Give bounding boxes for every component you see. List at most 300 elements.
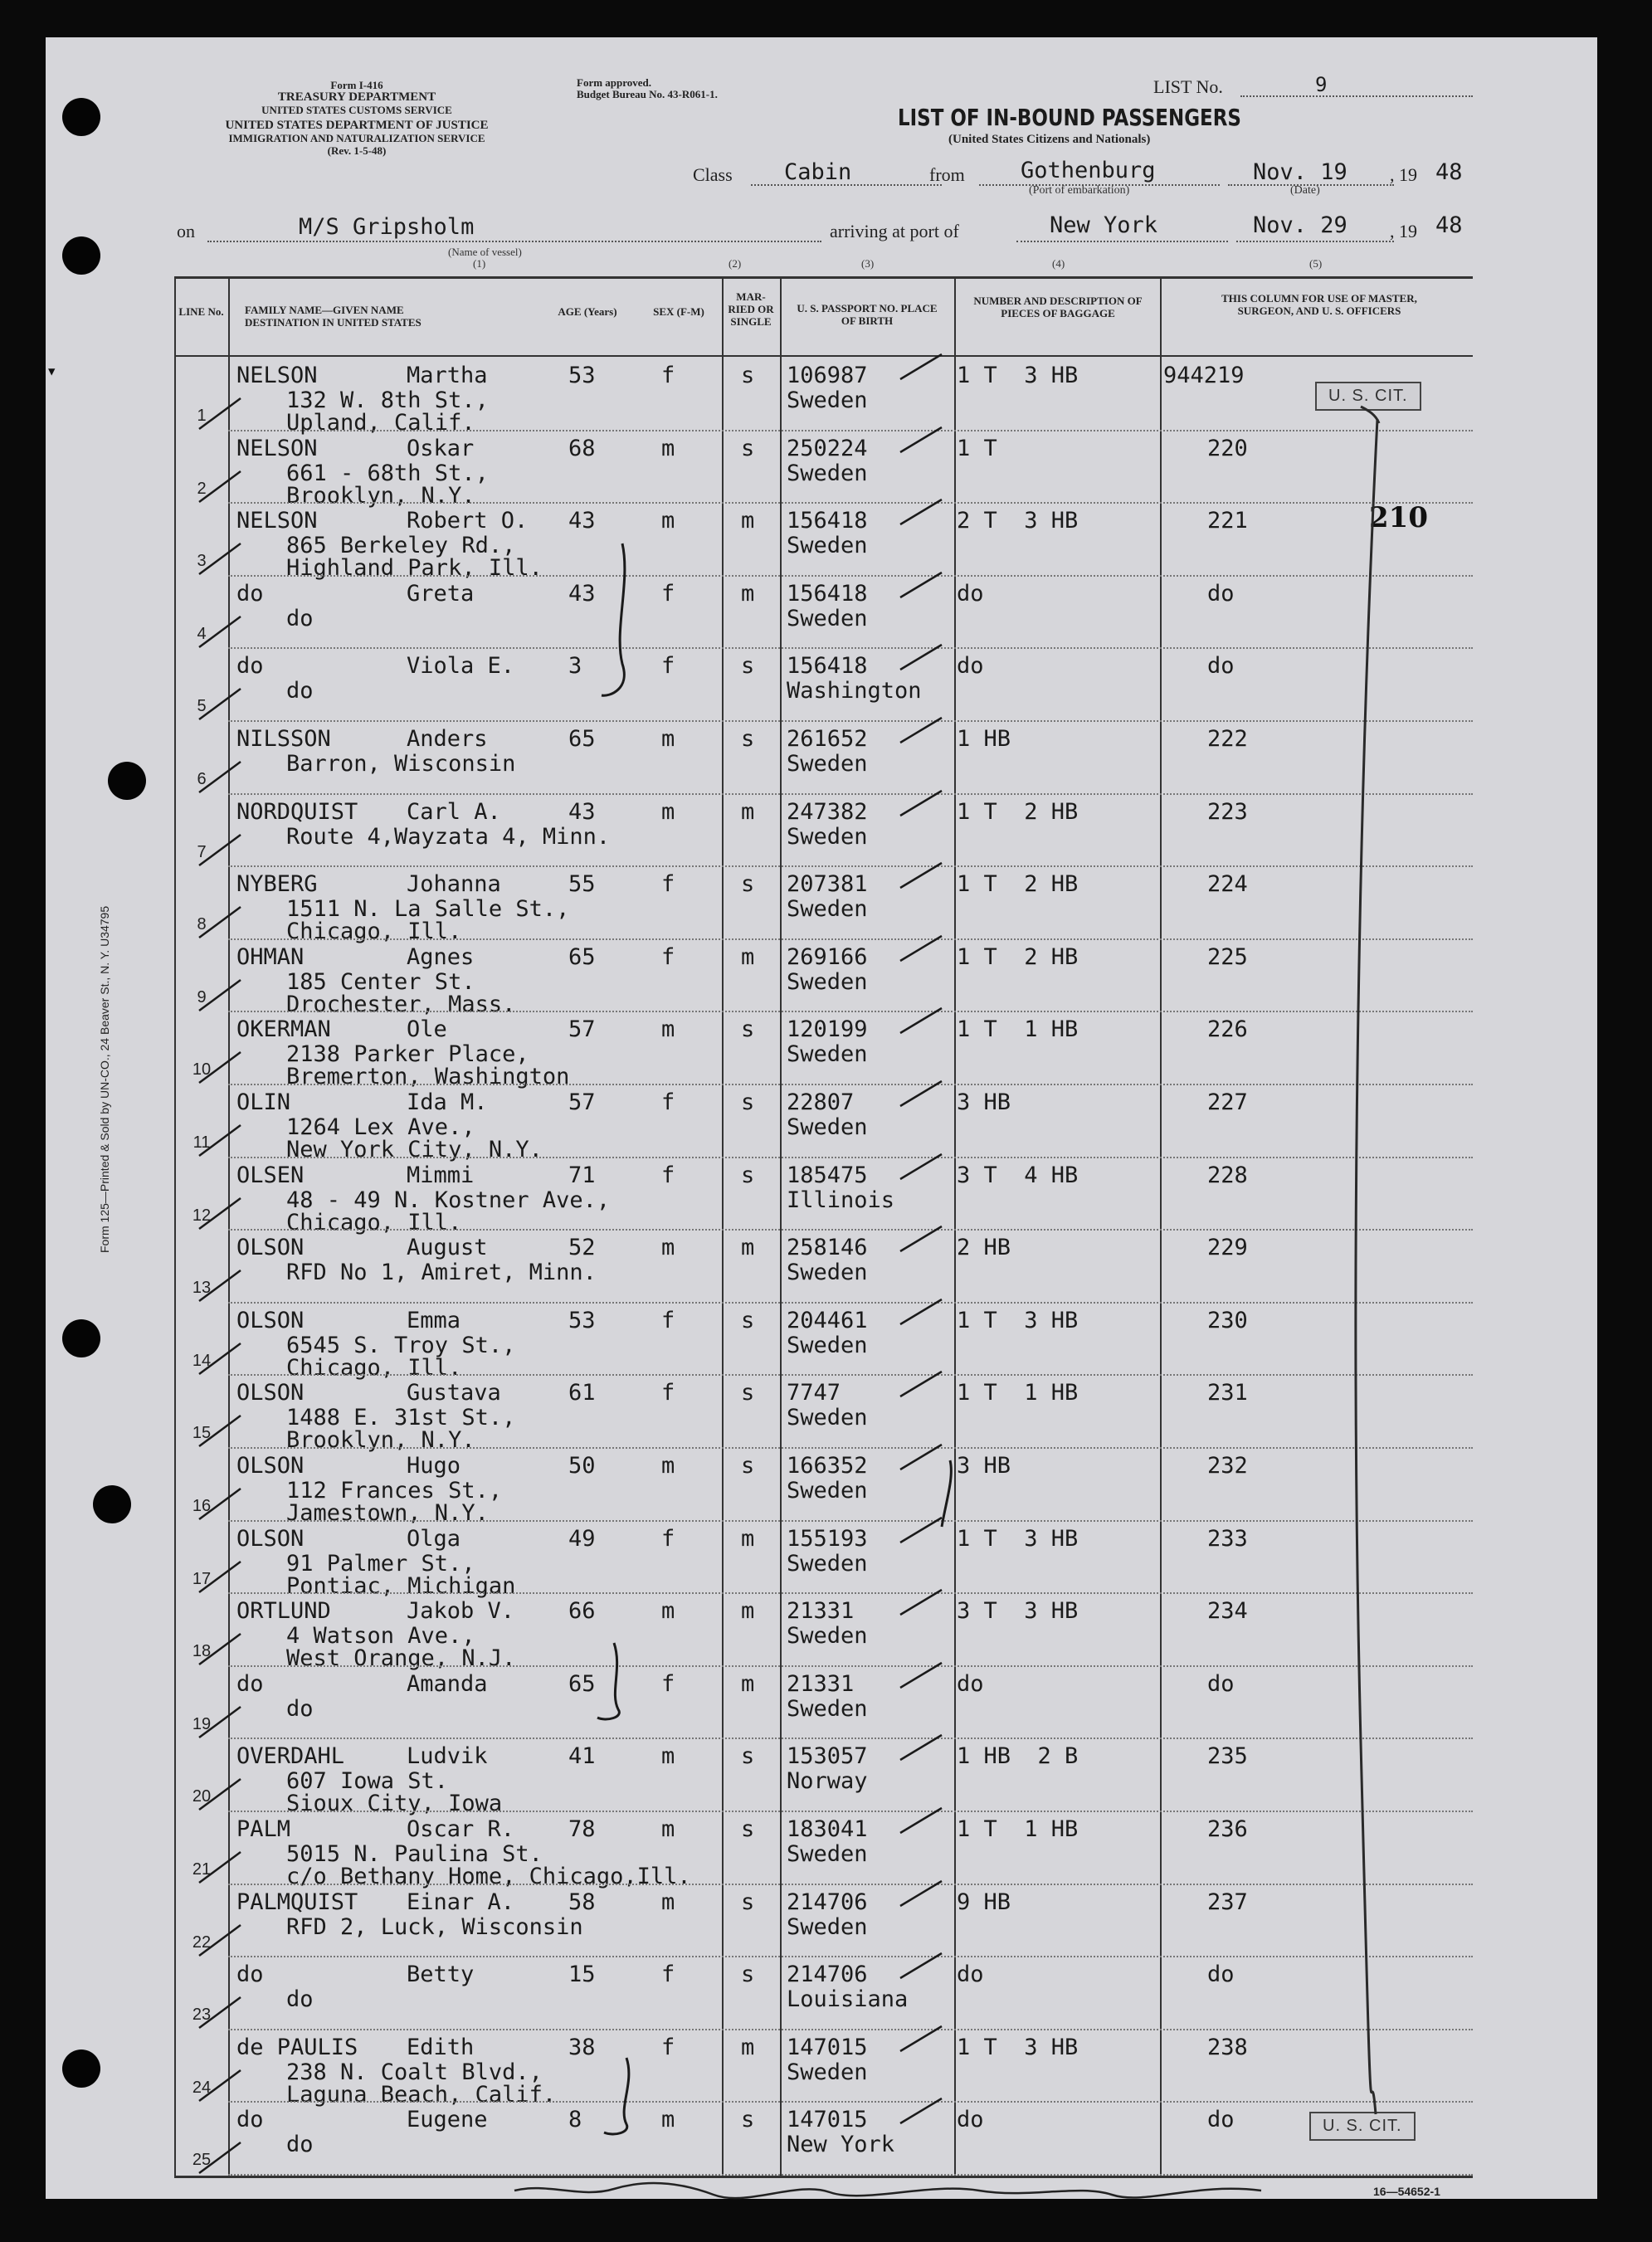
binder-hole (62, 1319, 100, 1357)
row-family-name: do (236, 1670, 264, 1697)
row-family-name: PALMQUIST (236, 1889, 358, 1915)
row-officer-number: 231 (1207, 1380, 1248, 1406)
row-married-single: s (741, 1453, 755, 1479)
row-age: 43 (568, 508, 596, 534)
vessel-line (207, 241, 821, 242)
row-married-single: s (741, 1743, 755, 1770)
check-mark-icon (896, 1659, 946, 1692)
line-tick-icon (195, 2136, 245, 2177)
row-married-single: m (741, 1670, 755, 1697)
row-family-name: de PAULIS (236, 2034, 358, 2060)
embark-year: 48 (1435, 159, 1463, 185)
row-passport-no: 106987 (787, 363, 868, 388)
arrival-port: New York (1050, 212, 1158, 238)
row-line-number: 13 (192, 1279, 212, 1298)
row-given-name: Ida M. (407, 1089, 488, 1115)
row-address-line-1: do (286, 2132, 314, 2158)
check-mark-icon (896, 714, 946, 747)
row-line-number: 24 (192, 2078, 212, 2097)
row-baggage: do (957, 1670, 984, 1697)
row-officer-number: do (1207, 1670, 1235, 1697)
row-address-line-1: 5015 N. Paulina St. (286, 1841, 543, 1867)
row-baggage: 1 T 3 HB (957, 363, 1079, 388)
row-officer-number: 221 (1207, 508, 1248, 534)
row-address-line-1: do (286, 1695, 314, 1722)
row-married-single: s (741, 1816, 755, 1842)
row-married-single: s (741, 363, 755, 388)
row-age: 38 (568, 2034, 596, 2060)
binder-hole (93, 1485, 131, 1523)
row-age: 53 (568, 363, 596, 388)
row-age: 43 (568, 580, 596, 607)
row-passport-no: 21331 (787, 1598, 855, 1625)
row-given-name: Mimmi (407, 1162, 475, 1188)
row-passport-no: 269166 (787, 943, 868, 970)
line-tick-icon (195, 1192, 245, 1233)
row-officer-number: do (1207, 2107, 1235, 2133)
row-given-name: Carl A. (407, 798, 501, 825)
row-age: 61 (568, 1380, 596, 1406)
row-address-line-1: 865 Berkeley Rd., (286, 533, 516, 559)
row-sex: f (661, 1162, 675, 1188)
row-place-of-birth: Sweden (787, 1478, 868, 1504)
row-family-name: OVERDAHL (236, 1743, 345, 1770)
row-family-name: do (236, 2107, 264, 2133)
form-agency-block (170, 79, 543, 157)
row-family-name: OLSEN (236, 1162, 305, 1188)
row-family-name: OLIN (236, 1089, 291, 1115)
row-married-single: s (741, 2107, 755, 2133)
row-address-line-2: Brooklyn, N.Y. (286, 1427, 475, 1454)
page-subtitle: (United States Citizens and Nationals) (948, 133, 1151, 146)
row-married-single: s (741, 1962, 755, 1988)
row-place-of-birth: Louisiana (787, 1986, 909, 2013)
line-tick-icon (195, 1845, 245, 1887)
check-mark-icon (896, 787, 946, 820)
row-sex: m (661, 726, 675, 752)
printer-imprint: Form 125—Printed & Sold by UN-CO., 24 Beaver St., N. Y. U34795 (98, 905, 111, 1253)
check-mark-icon (896, 932, 946, 965)
from-label: from (929, 164, 965, 185)
row-address-line-1: 6545 S. Troy St., (286, 1332, 516, 1358)
row-officer-number: 229 (1207, 1235, 1248, 1261)
check-mark-icon (896, 1222, 946, 1255)
row-sex: f (661, 1089, 675, 1115)
row-address-line-1: 2138 Parker Place, (286, 1041, 529, 1068)
row-sex: f (661, 1962, 675, 1988)
row-married-single: m (741, 580, 755, 607)
line-tick-icon (195, 1772, 245, 1814)
row-given-name: Agnes (407, 943, 475, 970)
row-baggage: do (957, 2107, 984, 2133)
row-given-name: Ole (407, 1016, 447, 1043)
row-given-name: Anders (407, 726, 488, 752)
row-baggage: 1 T 3 HB (957, 2034, 1079, 2060)
row-baggage: 2 HB (957, 1235, 1011, 1261)
agency-justice: UNITED STATES DEPARTMENT OF JUSTICE (225, 119, 489, 132)
row-given-name: Hugo (407, 1453, 461, 1479)
row-address-line-2: c/o Bethany Home, Chicago,Ill. (286, 1864, 691, 1889)
row-address-line-2: Chicago, Ill. (286, 919, 462, 945)
row-line-number: 3 (197, 552, 207, 571)
class-label: Class (693, 164, 733, 185)
row-sex: m (661, 1743, 675, 1770)
row-given-name: Jakob V. (407, 1598, 515, 1625)
row-address-line-1: 132 W. 8th St., (286, 387, 489, 413)
row-given-name: Martha (407, 363, 488, 388)
vessel-caption: (Name of vessel) (448, 246, 522, 258)
line-tick-icon (195, 1119, 245, 1160)
row-family-name: do (236, 1962, 264, 1988)
row-sex: f (661, 580, 675, 607)
row-family-name: OKERMAN (236, 1016, 331, 1043)
row-married-single: m (741, 2034, 755, 2060)
row-baggage: 1 T 3 HB (957, 1525, 1079, 1552)
row-sex: m (661, 798, 675, 825)
row-age: 71 (568, 1162, 596, 1188)
row-passport-no: 156418 (787, 653, 868, 680)
class-value: Cabin (784, 159, 852, 185)
row-given-name: Einar A. (407, 1889, 515, 1915)
embark-date: Nov. 19 (1253, 159, 1347, 185)
row-place-of-birth: Norway (787, 1768, 868, 1795)
row-age: 58 (568, 1889, 596, 1915)
row-sex: f (661, 1380, 675, 1406)
row-married-single: s (741, 435, 755, 461)
row-given-name: Emma (407, 1307, 461, 1333)
on-label: on (177, 221, 195, 241)
line-tick-icon (195, 1700, 245, 1742)
row-passport-no: 214706 (787, 1889, 868, 1915)
row-family-name: OHMAN (236, 943, 305, 970)
row-passport-no: 261652 (787, 726, 868, 752)
row-place-of-birth: Sweden (787, 605, 868, 631)
check-mark-icon (896, 568, 946, 602)
row-place-of-birth: Sweden (787, 1041, 868, 1068)
row-family-name: ORTLUND (236, 1598, 331, 1625)
row-address-line-2: Drochester, Mass. (286, 991, 516, 1017)
arrival-date-line (1236, 241, 1394, 242)
row-age: 49 (568, 1525, 596, 1552)
header-baggage: NUMBER AND DESCRIPTION OF PIECES OF BAGGAGE (973, 295, 1143, 319)
row-baggage: 1 HB (957, 726, 1011, 752)
check-mark-icon (896, 495, 946, 529)
row-given-name: Greta (407, 580, 475, 607)
row-place-of-birth: Sweden (787, 460, 868, 486)
line-tick-icon (195, 1482, 245, 1523)
row-place-of-birth: New York (787, 2132, 895, 2158)
row-address-line-2: Chicago, Ill. (286, 1354, 462, 1381)
row-passport-no: 156418 (787, 580, 868, 607)
row-place-of-birth: Sweden (787, 1913, 868, 1940)
row-baggage: 2 T 3 HB (957, 508, 1079, 534)
row-place-of-birth: Sweden (787, 823, 868, 850)
arrival-year-prefix: , 19 (1390, 221, 1417, 241)
check-mark-icon (896, 1949, 946, 1982)
row-given-name: Ludvik (407, 1743, 488, 1770)
row-family-name: NILSSON (236, 726, 331, 752)
row-place-of-birth: Sweden (787, 533, 868, 559)
row-officer-number: 223 (1207, 798, 1248, 825)
header-line-no: LINE No. (178, 305, 224, 318)
row-officer-number: do (1207, 653, 1235, 680)
row-family-name: do (236, 580, 264, 607)
row-married-single: m (741, 1235, 755, 1261)
row-family-name: OLSON (236, 1380, 305, 1406)
row-place-of-birth: Sweden (787, 2059, 868, 2085)
row-sex: f (661, 943, 675, 970)
row-address-line-2: Brooklyn, N.Y. (286, 482, 475, 509)
row-family-name: NYBERG (236, 871, 318, 898)
check-mark-icon (896, 423, 946, 456)
row-baggage: 9 HB (957, 1889, 1011, 1915)
form-revision: (Rev. 1-5-48) (327, 144, 387, 157)
row-age: 43 (568, 798, 596, 825)
row-family-name: OLSON (236, 1525, 305, 1552)
check-mark-icon (896, 1731, 946, 1764)
row-line-number: 8 (197, 915, 207, 934)
row-place-of-birth: Sweden (787, 1695, 868, 1722)
row-sex: f (661, 1525, 675, 1552)
header-officers: THIS COLUMN FOR USE OF MASTER, SURGEON, AND U. S. OFFICERS (1221, 292, 1417, 317)
arrival-port-line (1016, 241, 1228, 242)
page-title: LIST OF IN-BOUND PASSENGERS (898, 104, 1241, 131)
row-line-number: 6 (197, 770, 207, 788)
us-citizen-stamp-bottom: U. S. CIT. (1309, 2112, 1416, 2141)
row-family-name: NORDQUIST (236, 798, 358, 825)
row-married-single: m (741, 943, 755, 970)
row-address-line-1: 91 Palmer St., (286, 1550, 475, 1577)
margin-triangle-icon: ▼ (48, 365, 56, 378)
row-address-line-2: New York City, N.Y. (286, 1137, 543, 1162)
row-age: 41 (568, 1743, 596, 1770)
row-address-line-2: West Orange, N.J. (286, 1645, 516, 1672)
row-place-of-birth: Illinois (787, 1187, 895, 1213)
row-place-of-birth: Sweden (787, 896, 868, 923)
arriving-label: arriving at port of (830, 221, 959, 241)
row-place-of-birth: Washington (787, 678, 922, 704)
line-tick-icon (195, 1918, 245, 1960)
list-no-value: 9 (1315, 73, 1328, 96)
row-given-name: Olga (407, 1525, 461, 1552)
row-address-line-2: Highland Park, Ill. (286, 555, 543, 582)
row-age: 66 (568, 1598, 596, 1625)
row-line-number: 5 (197, 697, 207, 716)
row-address-line-2: Pontiac, Michigan (286, 1572, 516, 1599)
row-line-number: 11 (192, 1133, 211, 1152)
row-line-number: 25 (192, 2151, 212, 2170)
col-number-3: (3) (861, 257, 875, 270)
row-age: 55 (568, 871, 596, 898)
row-family-name: do (236, 653, 264, 680)
header-age: AGE (Years) (558, 305, 617, 318)
row-given-name: Gustava (407, 1380, 501, 1406)
row-married-single: s (741, 726, 755, 752)
row-line-number: 14 (192, 1351, 212, 1370)
row-officer-number: 944219 (1163, 363, 1245, 388)
col-number-2: (2) (729, 257, 742, 270)
line-tick-icon (195, 973, 245, 1015)
row-officer-number: 232 (1207, 1453, 1248, 1479)
row-address-line-2: Laguna Beach, Calif. (286, 2081, 557, 2108)
row-baggage: 3 T 3 HB (957, 1598, 1079, 1625)
line-tick-icon (195, 682, 245, 724)
row-address-line-1: 661 - 68th St., (286, 460, 489, 486)
row-given-name: Edith (407, 2034, 475, 2060)
row-baggage: 3 HB (957, 1453, 1011, 1479)
row-passport-no: 207381 (787, 871, 868, 898)
row-officer-number: 220 (1207, 435, 1248, 461)
line-tick-icon (195, 392, 245, 433)
row-sex: m (661, 1816, 675, 1842)
row-address-line-1: 1511 N. La Salle St., (286, 896, 570, 923)
check-mark-icon (896, 1150, 946, 1183)
row-address-line-1: Route 4,Wayzata 4, Minn. (286, 823, 611, 850)
row-passport-no: 147015 (787, 2107, 868, 2133)
from-value: Gothenburg (1021, 158, 1156, 183)
row-line-number: 19 (192, 1714, 212, 1733)
row-married-single: s (741, 871, 755, 898)
row-age: 68 (568, 435, 596, 461)
row-baggage: 1 T 1 HB (957, 1380, 1079, 1406)
binder-hole (108, 762, 146, 800)
line-tick-icon (195, 828, 245, 870)
row-baggage: 3 T 4 HB (957, 1162, 1079, 1188)
row-line-number: 20 (192, 1787, 212, 1806)
row-sex: f (661, 2034, 675, 2060)
row-line-number: 15 (192, 1424, 212, 1443)
row-married-single: s (741, 653, 755, 680)
row-line-number: 17 (192, 1569, 212, 1588)
row-sex: m (661, 1016, 675, 1043)
line-tick-icon (195, 755, 245, 797)
row-passport-no: 258146 (787, 1235, 868, 1261)
row-place-of-birth: Sweden (787, 1623, 868, 1650)
col-number-1: (1) (473, 257, 486, 270)
row-given-name: Eugene (407, 2107, 488, 2133)
table-top-rule (174, 276, 1473, 279)
line-tick-icon (195, 1045, 245, 1087)
agency-immigration: IMMIGRATION AND NATURALIZATION SERVICE (228, 132, 485, 144)
footer-form-code: 16—54652-1 (1373, 2185, 1440, 2198)
row-married-single: s (741, 1307, 755, 1333)
row-family-name: OLSON (236, 1453, 305, 1479)
row-place-of-birth: Sweden (787, 1332, 868, 1358)
form-approval (577, 77, 718, 100)
row-address-line-1: RFD 2, Luck, Wisconsin (286, 1913, 583, 1940)
check-mark-icon (896, 1004, 946, 1037)
row-passport-no: 183041 (787, 1816, 868, 1842)
row-place-of-birth: Sweden (787, 968, 868, 995)
row-married-single: m (741, 1525, 755, 1552)
row-line-number: 1 (197, 407, 207, 425)
row-place-of-birth: Sweden (787, 1550, 868, 1577)
row-baggage: 1 T 2 HB (957, 871, 1079, 898)
col-number-4: (4) (1052, 257, 1065, 270)
row-age: 57 (568, 1016, 596, 1043)
row-address-line-1: 607 Iowa St. (286, 1768, 449, 1795)
row-married-single: s (741, 1889, 755, 1915)
row-sex: m (661, 2107, 675, 2133)
arrival-date: Nov. 29 (1253, 212, 1347, 238)
binder-hole (62, 98, 100, 136)
form-number: Form I-416 (330, 79, 383, 91)
row-age: 8 (568, 2107, 582, 2133)
row-line-number: 22 (192, 1933, 212, 1952)
row-passport-no: 247382 (787, 798, 868, 825)
approval-line-1: Form approved. (577, 76, 652, 89)
row-married-single: m (741, 508, 755, 534)
header-passport: U. S. PASSPORT NO. PLACE OF BIRTH (797, 302, 938, 327)
row-age: 65 (568, 1670, 596, 1697)
row-passport-no: 155193 (787, 1525, 868, 1552)
row-passport-no: 250224 (787, 435, 868, 461)
row-address-line-1: 4 Watson Ave., (286, 1623, 475, 1650)
check-mark-icon (896, 1877, 946, 1910)
row-address-line-2: Jamestown, N.Y. (286, 1500, 489, 1526)
row-officer-number: 228 (1207, 1162, 1248, 1188)
row-place-of-birth: Sweden (787, 1260, 868, 1286)
row-family-name: NELSON (236, 508, 318, 534)
line-tick-icon (195, 1991, 245, 2032)
check-mark-icon (896, 2022, 946, 2055)
check-mark-icon (896, 1440, 946, 1474)
line-tick-icon (195, 1264, 245, 1305)
row-sex: m (661, 1235, 675, 1261)
row-officer-number: 227 (1207, 1089, 1248, 1115)
embark-year-prefix: , 19 (1390, 164, 1417, 185)
row-address-line-1: 112 Frances St., (286, 1478, 503, 1504)
row-officer-number: 235 (1207, 1743, 1248, 1770)
row-address-line-1: do (286, 1986, 314, 2013)
line-tick-icon (195, 1409, 245, 1450)
agency-treasury: TREASURY DEPARTMENT (277, 90, 436, 104)
row-address-line-1: 1264 Lex Ave., (286, 1114, 475, 1140)
line-tick-icon (195, 610, 245, 651)
row-passport-no: 156418 (787, 508, 868, 534)
row-age: 15 (568, 1962, 596, 1988)
header-married: MAR- RIED OR SINGLE (728, 290, 774, 328)
row-place-of-birth: Sweden (787, 751, 868, 777)
row-passport-no: 185475 (787, 1162, 868, 1188)
row-passport-no: 214706 (787, 1962, 868, 1988)
row-line-number: 16 (192, 1497, 212, 1515)
row-baggage: 1 T 2 HB (957, 943, 1079, 970)
row-age: 52 (568, 1235, 596, 1261)
agency-customs: UNITED STATES CUSTOMS SERVICE (261, 104, 452, 116)
row-sex: f (661, 363, 675, 388)
row-given-name: Amanda (407, 1670, 488, 1697)
row-family-name: OLSON (236, 1235, 305, 1261)
row-passport-no: 204461 (787, 1307, 868, 1333)
row-line-number: 12 (192, 1206, 212, 1225)
row-address-line-2: Upland, Calif. (286, 410, 475, 436)
row-officer-number: 222 (1207, 726, 1248, 752)
row-line-number: 21 (192, 1860, 212, 1879)
row-address-line-1: RFD No 1, Amiret, Minn. (286, 1260, 597, 1286)
check-mark-icon (896, 350, 946, 383)
row-given-name: Viola E. (407, 653, 515, 680)
row-place-of-birth: Sweden (787, 1114, 868, 1140)
row-place-of-birth: Sweden (787, 1841, 868, 1867)
us-citizen-stamp-top: U. S. CIT. (1315, 382, 1421, 411)
row-line-number: 23 (192, 2006, 212, 2025)
check-mark-icon (896, 2094, 946, 2127)
row-officer-number: 233 (1207, 1525, 1248, 1552)
row-sex: m (661, 508, 675, 534)
header-name: FAMILY NAME—GIVEN NAME DESTINATION IN UNITED STATES (245, 304, 422, 329)
line-tick-icon (195, 1337, 245, 1378)
